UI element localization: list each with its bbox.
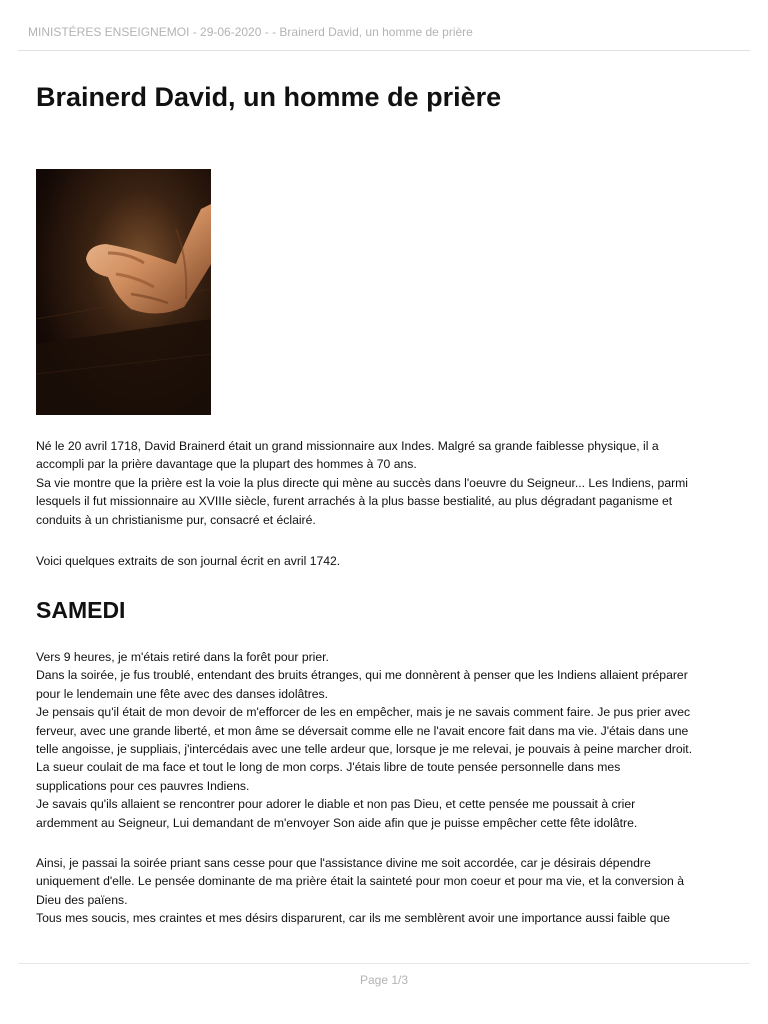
section-heading-samedi: SAMEDI bbox=[36, 597, 126, 623]
samedi-paragraph bbox=[36, 648, 736, 832]
page-footer bbox=[18, 963, 750, 1004]
journal-intro-paragraph bbox=[36, 552, 736, 570]
intro-line: conduits à un christianisme pur, consacré et éclairé. bbox=[36, 512, 316, 527]
samedi-line: ardemment au Seigneur, Lui demandant de m'envoyer Son aide afin que je puisse empêcher cette fête idolâtre. bbox=[36, 815, 638, 830]
praying-hands-photo bbox=[36, 169, 211, 415]
samedi-line: telle angoisse, je suppliais, j'intercédais avec une telle ardeur que, lorsque je me relevai, je pouvais à peine marcher droit. bbox=[36, 742, 693, 757]
page-header bbox=[18, 0, 750, 51]
ainsi-line: Ainsi, je passai la soirée priant sans cesse pour que l'assistance divine me soit accordée, car je désirais dépendre bbox=[36, 856, 651, 870]
samedi-line: Je pensais qu'il était de mon devoir de m'efforcer de les en empêcher, mais je ne savais comment faire. Je pus prier avec bbox=[36, 705, 691, 720]
intro-paragraph bbox=[36, 437, 736, 529]
journal-intro-line: Voici quelques extraits de son journal écrit en avril 1742. bbox=[36, 554, 341, 568]
page-number: Page 1/3 bbox=[359, 973, 409, 987]
intro-line: Sa vie montre que la prière est la voie la plus directe qui mène au succès dans l'oeuvre du Seigneur... Les Indiens, parmi bbox=[36, 475, 689, 490]
ainsi-line: Tous mes soucis, mes craintes et mes désirs disparurent, car ils me semblèrent avoir une importance aussi faible que bbox=[36, 911, 671, 926]
intro-line: accompli par la prière davantage que la plupart des hommes à 70 ans. bbox=[36, 457, 417, 472]
ainsi-line: uniquement d'elle. Le pensée dominante de ma prière était la sainteté pour mon coeur et pour ma vie, et la conversion à bbox=[36, 874, 684, 889]
samedi-line: Dans la soirée, je fus troublé, entendant des bruits étranges, qui me donnèrent à penser que les Indiens allaient préparer bbox=[36, 668, 688, 683]
header-text: MINISTÉRES ENSEIGNEMOI - 29-06-2020 - - Brainerd David, un homme de prière bbox=[28, 25, 473, 39]
samedi-line: ferveur, avec une grande liberté, et mon âme se déversait comme elle ne l'avait encore fait dans ma vie. J'étais dans une bbox=[36, 723, 689, 738]
intro-line: lesquels il fut missionnaire au XVIIIe siècle, furent arrachés à la plus basse bestialité, au plus dégradant paganisme et bbox=[36, 494, 673, 509]
samedi-line: pour le lendemain une fête avec des danses idolâtres. bbox=[36, 686, 329, 701]
ainsi-paragraph bbox=[36, 854, 736, 928]
samedi-line: La sueur coulait de ma face et tout le long de mon corps. J'étais libre de toute pensée personnelle dans mes bbox=[36, 760, 621, 775]
samedi-line: Vers 9 heures, je m'étais retiré dans la forêt pour prier. bbox=[36, 650, 329, 664]
samedi-line: supplications pour ces pauvres Indiens. bbox=[36, 778, 250, 793]
article-title: Brainerd David, un homme de prière bbox=[36, 82, 502, 112]
samedi-line: Je savais qu'ils allaient se rencontrer pour adorer le diable et non pas Dieu, et cette pensée me poussait à crier bbox=[36, 797, 636, 812]
ainsi-line: Dieu des païens. bbox=[36, 892, 128, 907]
intro-line: Né le 20 avril 1718, David Brainerd était un grand missionnaire aux Indes. Malgré sa grande faiblesse physique, il a bbox=[36, 439, 659, 453]
